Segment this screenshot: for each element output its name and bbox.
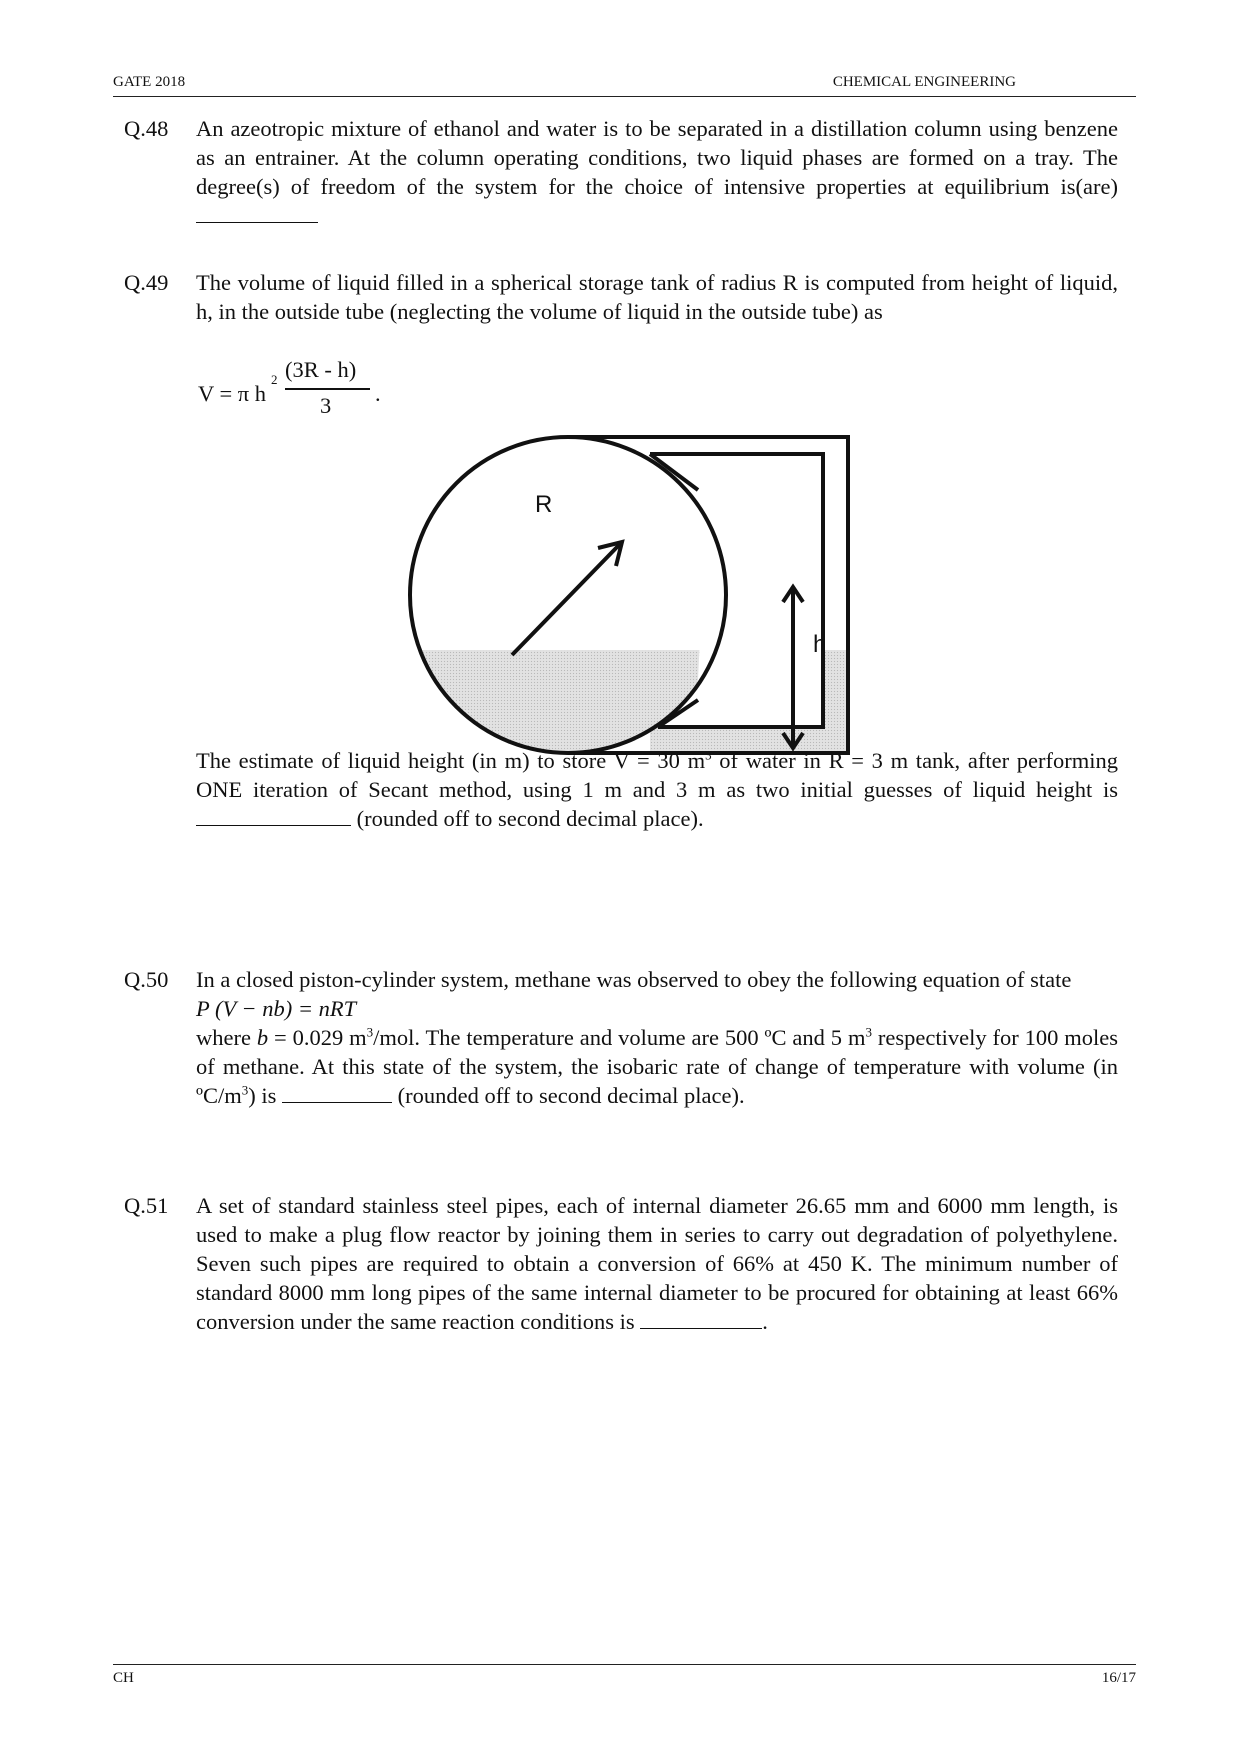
spherical-tank-diagram [380, 420, 880, 790]
header-divider [113, 96, 1136, 97]
answer-blank[interactable] [196, 805, 351, 826]
q49-text-part-2: of water in R = 3 m tank, after performing ONE iteration of Secant method, using 1 m and 3 m as two initial guesses of liquid height is [196, 748, 1118, 802]
question-48-text: An azeotropic mixture of ethanol and water is to be separated in a distillation column using benzene as an entrainer. At the column operating conditions, two liquid phases are formed on a tray. The degree(s) of freedom of the system for the choice of intensive properties at equilibrium is(are) [196, 116, 1118, 199]
question-text [196, 114, 1118, 230]
height-label: h [813, 631, 827, 658]
q50-text-6: (rounded off to second decimal place). [397, 1083, 745, 1108]
answer-blank[interactable] [196, 202, 318, 223]
answer-blank[interactable] [640, 1308, 762, 1329]
footer-divider [113, 1664, 1136, 1665]
formula-lhs: V = π h [198, 381, 267, 406]
q50-text-5: ) is [248, 1083, 277, 1108]
formula-numerator: (3R - h) [285, 357, 357, 382]
superscript: 3 [865, 1024, 872, 1040]
radius-label: R [535, 491, 553, 518]
fraction-bar [285, 388, 370, 390]
q50-text-1: where [196, 1025, 257, 1050]
q50-text-4: respectively for 100 moles of methane. At this state of the system, the isobaric rate of change of temperature with volume (in ºC/m [196, 1025, 1118, 1108]
question-number: Q.50 [124, 967, 169, 992]
header-exam-title: GATE 2018 [113, 74, 186, 90]
q50-text-3: /mol. The temperature and volume are 500 ºC and 5 m [373, 1025, 866, 1050]
q51-period: . [762, 1309, 768, 1334]
question-number: Q.51 [124, 1193, 169, 1218]
formula-denominator: 3 [320, 393, 332, 418]
radius-arrow [512, 544, 620, 655]
page-number: 16/17 [1101, 1670, 1136, 1686]
header-subject: CHEMICAL ENGINEERING [832, 74, 1016, 90]
equation-of-state: P (V − nb) = nRT [196, 996, 357, 1021]
question-number: Q.48 [124, 116, 169, 141]
question-51-text: A set of standard stainless steel pipes, each of internal diameter 26.65 mm and 6000 mm length, is used to make a plug flow reactor by joining them in series to carry out degradation of polyethylene. Seven such pipes are required to obtain a conversion of 66% at 450 K. The minimum number of standard 8000 mm long pipes of the same internal diameter to be procured for obtaining at least 66% conversion under the same reaction conditions is [196, 1193, 1118, 1334]
formula-period: . [375, 381, 381, 406]
question-50-intro: In a closed piston-cylinder system, methane was observed to obey the following equation of state [196, 967, 1072, 992]
answer-blank[interactable] [282, 1082, 392, 1103]
question-text [196, 1191, 1118, 1336]
footer-paper-code: CH [113, 1670, 134, 1686]
question-number: Q.49 [124, 270, 169, 295]
q49-text-part-1: The estimate of liquid height (in m) to store V = 30 m [196, 748, 706, 773]
question-49-intro: The volume of liquid filled in a spherical storage tank of radius R is computed from height of liquid, h, in the outside tube (neglecting the volume of liquid in the outside tube) as [196, 270, 1118, 324]
q50-b-symbol: b [256, 1025, 269, 1050]
question-text [196, 746, 1118, 833]
superscript: 3 [366, 1024, 374, 1040]
superscript: 3 [705, 747, 712, 763]
formula-exponent: 2 [271, 372, 278, 387]
question-text [196, 965, 1118, 1110]
q50-text-2: = 0.029 m [268, 1025, 367, 1050]
superscript: 3 [241, 1082, 249, 1098]
question-text [196, 268, 1118, 326]
q49-text-part-3: (rounded off to second decimal place). [356, 806, 704, 831]
